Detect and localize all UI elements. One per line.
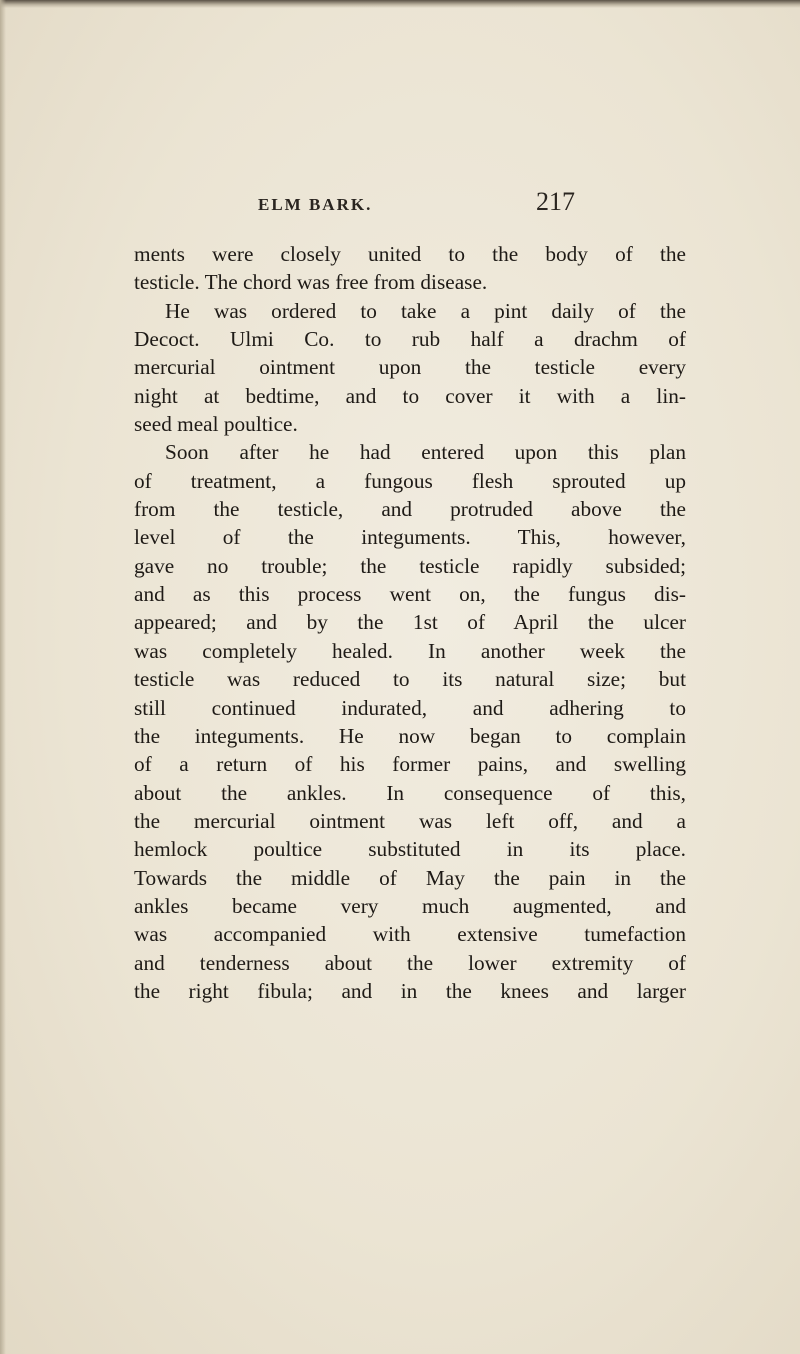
text-line: Decoct. Ulmi Co. to rub half a drachm of — [134, 327, 686, 352]
text-line: hemlock poultice substituted in its place. — [134, 837, 686, 862]
text-line: and tenderness about the lower extremity of — [134, 950, 686, 975]
text-line: mercurial ointment upon the testicle every — [134, 355, 686, 380]
text-line: night at bedtime, and to cover it with a lin- — [134, 383, 686, 408]
text-line: appeared; and by the 1st of April the ulcer — [134, 610, 686, 635]
text-line: of treatment, a fungous flesh sprouted up — [134, 468, 686, 493]
text-line: testicle. The chord was free from disease. — [134, 270, 488, 295]
text-line: of a return of his former pains, and swelling — [134, 752, 686, 777]
text-line: level of the integuments. This, however, — [134, 525, 686, 550]
running-head: ELM BARK. — [258, 195, 373, 214]
text-line: testicle was reduced to its natural size; but — [134, 667, 686, 692]
text-line: seed meal poultice. — [134, 412, 298, 437]
text-line: Towards the middle of May the pain in the — [134, 865, 686, 890]
text-line: the integuments. He now began to complain — [134, 723, 686, 748]
text-line: the right fibula; and in the knees and larger — [134, 978, 686, 1003]
text-line: Soon after he had entered upon this plan — [165, 440, 686, 465]
text-line: the mercurial ointment was left off, and a — [134, 808, 686, 833]
text-line: still continued indurated, and adhering to — [134, 695, 686, 720]
page-top-edge — [0, 0, 800, 8]
body-text — [134, 240, 686, 1005]
text-line: ankles became very much augmented, and — [134, 893, 686, 918]
text-line: was accompanied with extensive tumefaction — [134, 922, 686, 947]
text-line: gave no trouble; the testicle rapidly subsided; — [134, 553, 686, 578]
page-number: 217 — [536, 187, 575, 216]
text-line: and as this process went on, the fungus dis- — [134, 582, 686, 607]
text-line: about the ankles. In consequence of this, — [134, 780, 686, 805]
text-line: from the testicle, and protruded above the — [134, 497, 686, 522]
text-line: was completely healed. In another week the — [134, 638, 686, 663]
text-line: He was ordered to take a pint daily of the — [165, 298, 686, 323]
text-line: ments were closely united to the body of the — [134, 242, 686, 266]
page-left-edge — [0, 0, 6, 1354]
